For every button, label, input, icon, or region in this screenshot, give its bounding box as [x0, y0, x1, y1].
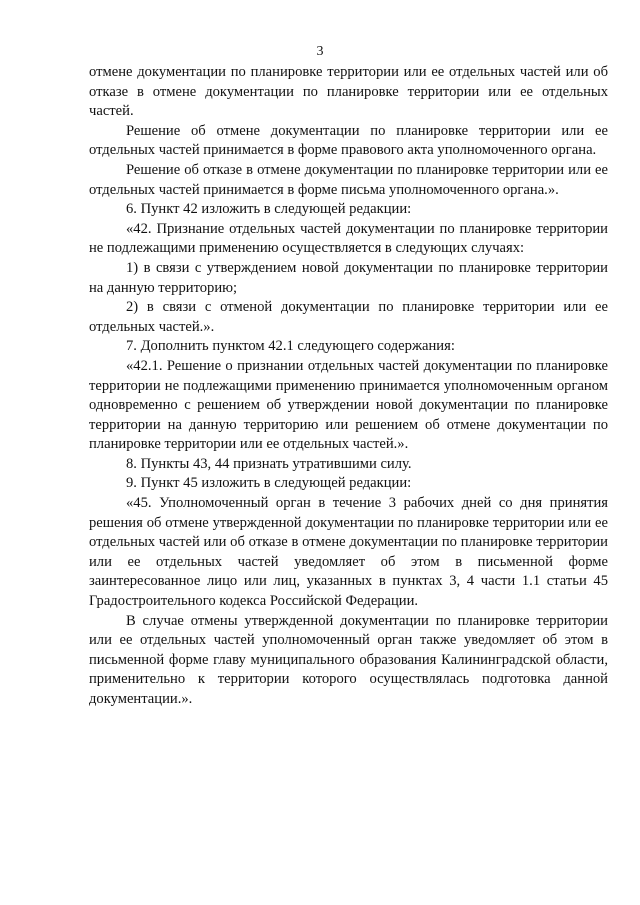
paragraph-item-7: 7. Дополнить пунктом 42.1 следующего содержания:	[126, 338, 455, 355]
paragraph-decision-cancel: Решение об отмене документации по планировке территории или ее отдельных частей принимается в форме правового акта уполномоченного органа.	[89, 122, 608, 159]
paragraph-item-9: 9. Пункт 45 изложить в следующей редакции:	[126, 475, 412, 492]
paragraph-clause-42-case-2: 2) в связи с отменой документации по планировке территории или ее отдельных частей.».	[89, 299, 608, 335]
document-body	[89, 63, 608, 710]
paragraph-clause-42-1: «42.1. Решение о признании отдельных частей документации по планировке территории не подлежащими применению принимается уполномоченным органом одновременно с решением об утверждении новой документации по планировке территории на данную территорию или решением об отмене документации по планировке территории или ее отдельных частей.».	[89, 357, 608, 453]
paragraph-clause-45-notice: В случае отмены утвержденной документации по планировке территории или ее отдельных частей уполномоченный орган также уведомляет об этом в письменной форме главу муниципального образования Калининградской области, применительно к территории которого осуществлялась подготовка данной документации.».	[89, 612, 608, 707]
paragraph-clause-45: «45. Уполномоченный орган в течение 3 рабочих дней со дня принятия решения об отмене утвержденной документации по планировке территории или ее отдельных частей или об отказе в отмене документации по планировке территории или ее отдельных частей уведомляет об этом в письменной форме заинтересованное лицо или лиц, указанных в пунктах 3, 4 части 1.1 статьи 45 Градостроительного кодекса Российской Федерации.	[89, 495, 608, 610]
page-number: 3	[316, 44, 324, 59]
paragraph-item-6: 6. Пункт 42 изложить в следующей редакции:	[126, 201, 412, 218]
paragraph-clause-42: «42. Признание отдельных частей документации по планировке территории не подлежащими применению осуществляется в следующих случаях:	[89, 220, 608, 257]
paragraph-continuation: отмене документации по планировке территории или ее отдельных частей или об отказе в отмене документации по планировке территории или ее отдельных частей.	[89, 64, 608, 120]
paragraph-clause-42-case-1: 1) в связи с утверждением новой документации по планировке территории на данную территорию;	[89, 259, 608, 296]
paragraph-decision-refusal: Решение об отказе в отмене документации по планировке территории или ее отдельных частей принимается в форме письма уполномоченного органа.».	[89, 161, 608, 198]
paragraph-item-8: 8. Пункты 43, 44 признать утратившими силу.	[126, 455, 412, 472]
